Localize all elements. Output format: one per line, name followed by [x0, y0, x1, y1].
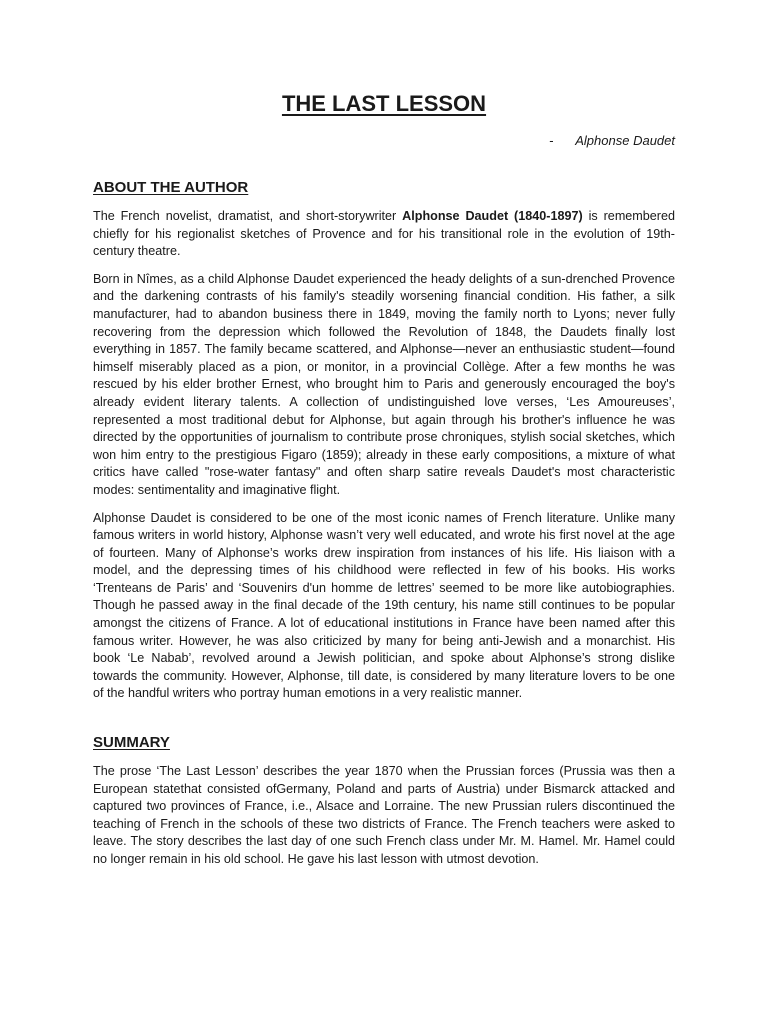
- byline-author: Alphonse Daudet: [575, 133, 675, 148]
- about-author-heading: ABOUT THE AUTHOR: [93, 179, 249, 196]
- summary-paragraph-1: The prose ‘The Last Lesson’ describes the year 1870 when the Prussian forces (Prussia was then a European statethat consisted ofGermany, Poland and parts of Austria) under Bismarck attacked and captured two provinces of France, i.e., Alsace and Lorraine. The new Prussian rulers discontinued the teaching of French in the schools of these two districts of France. The French teachers were asked to leave. The story describes the last day of one such French class under Mr. M. Hamel. Mr. Hamel could no longer remain in his old school. He gave his last lesson with utmost devotion.: [93, 764, 675, 866]
- about-paragraph-3: Alphonse Daudet is considered to be one of the most iconic names of French literature. Unlike many famous writers in world history, Alphonse wasn’t very well educated, and wrote his first novel at the age of fourteen. Many of Alphonse’s works drew inspiration from instances of his life. His liaison with a model, and the depressing times of his childhood were reflected in few of his books. His works ‘Trenteans de Paris’ and ‘Souvenirs d'un homme de lettres’ seemed to be more like autobiographies. Though he passed away in the final decade of the 19th century, his name still continues to be popular amongst the citizens of France. A lot of educational institutions in France have been named after this famous writer. However, he was also criticized by many for being anti-Jewish and a monarchist. His book ‘Le Nabab’, revolved around a Jewish politician, and spoke about Alphonse’s strong dislike towards the community. However, Alphonse, till date, is considered by many literature lovers to be one of the handful writers who portray human emotions in a very realistic manner.: [93, 510, 675, 701]
- byline: [93, 132, 675, 150]
- about-paragraph-2: Born in Nîmes, as a child Alphonse Daudet experienced the heady delights of a sun-drenched Provence and the darkening contrasts of his family's steadily worsening financial condition. His father, a silk manufacturer, had to abandon business there in 1849, moving the family north to Lyons; never fully recovering from the depression which followed the Revolution of 1848, the Daudets finally lost everything in 1857. The family became scattered, and Alphonse—never an enthusiastic student—found himself miserably placed as a pion, or monitor, in a provincial Collège. After a few months he was rescued by his elder brother Ernest, who brought him to Paris and generously encouraged the boy's already evident literary talents. A collection of undistinguished love verses, ‘Les Amoureuses’, represented a most traditional debut for Alphonse, but again through his brother's influence he was directed by the opportunities of journalism to contribute prose chroniques, stylish social sketches, which won him entry to the prestigious Figaro (1859); already in these early compositions, a mixture of what critics have called "rose-water fantasy" and often sharp satire reveals Daudet's most characteristic modes: sentimentality and imaginative flight.: [93, 271, 675, 497]
- about-p1-intro: The French novelist, dramatist, and short-storywriter: [93, 209, 403, 223]
- document-title: THE LAST LESSON: [281, 91, 487, 116]
- about-p1-rest: is remembered chiefly for his regionalist sketches of Provence and for his transitional role in the evolution of 19th-century theatre.: [93, 209, 676, 259]
- summary-heading: SUMMARY: [93, 734, 170, 752]
- byline-dash: -: [549, 133, 554, 148]
- about-paragraph-1: [93, 208, 675, 261]
- author-name-dates: Alphonse Daudet (1840-1897): [402, 209, 583, 223]
